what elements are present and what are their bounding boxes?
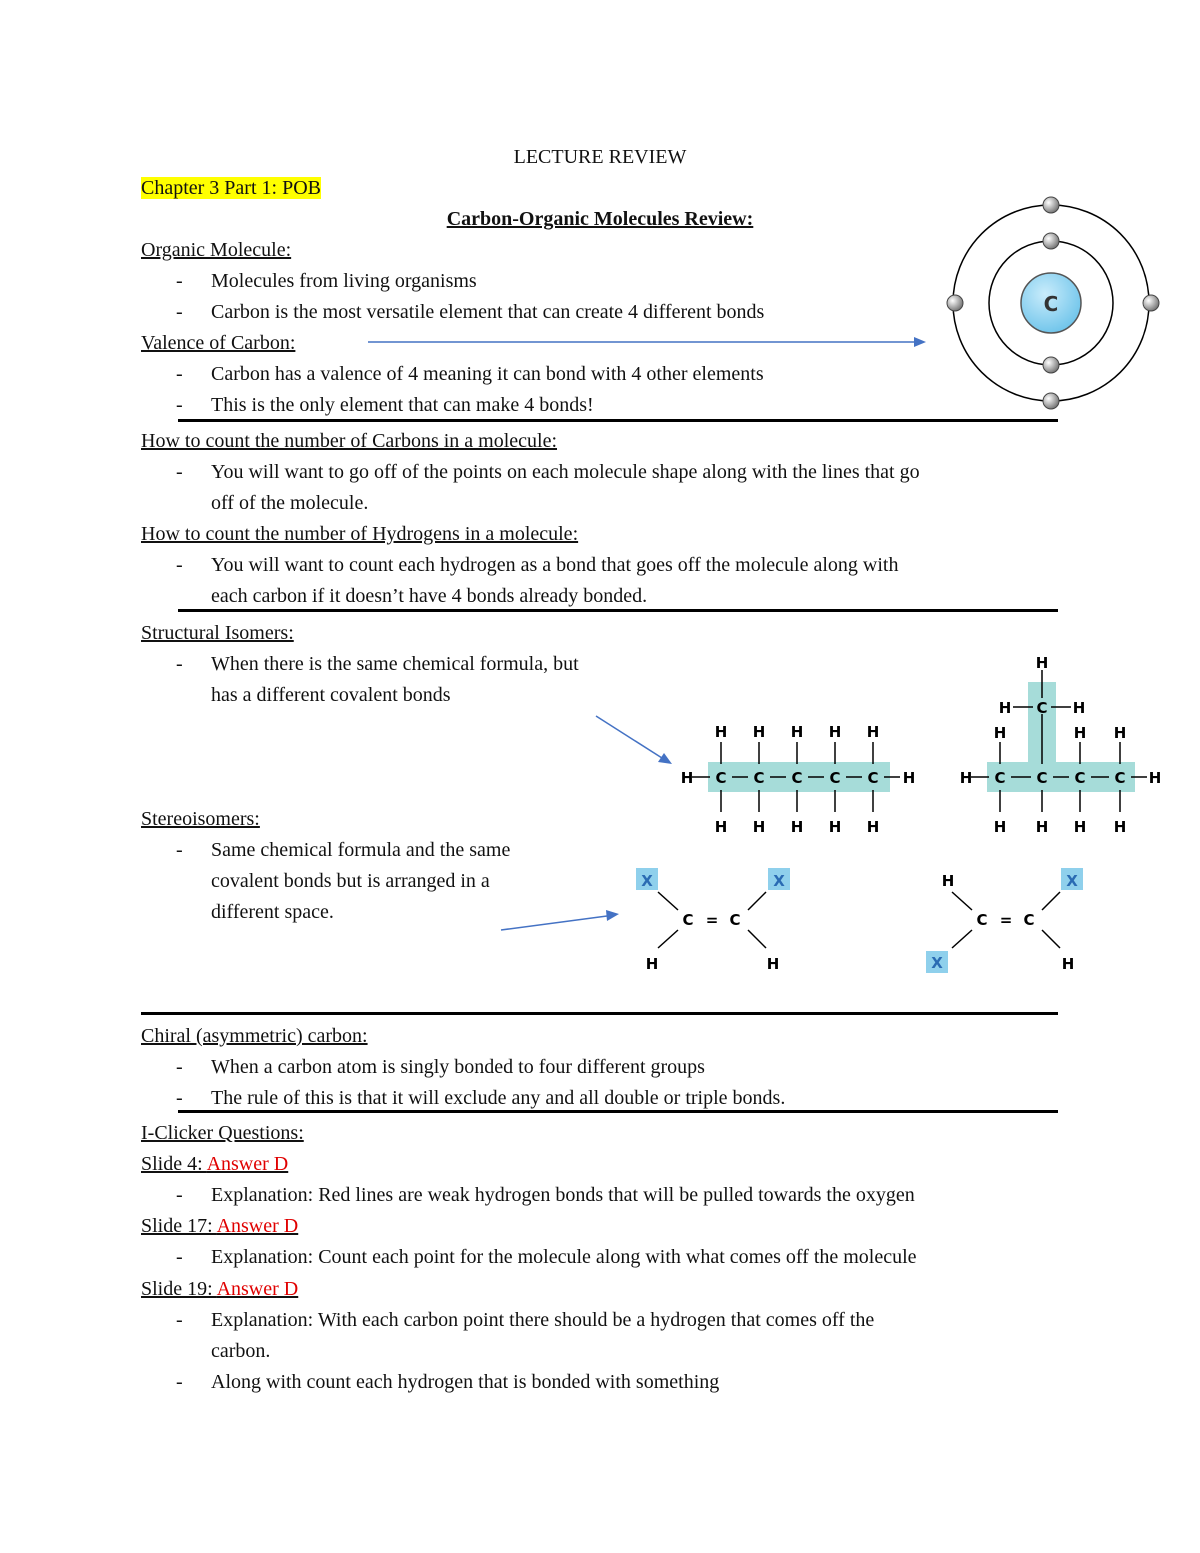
bullet-dash: - [176,301,183,323]
atom-h: H [645,955,659,973]
atom-h: H [1113,724,1127,742]
atom-h: H [752,723,766,741]
slide-answer: Answer D [206,1153,289,1175]
atom-c: C [682,911,694,929]
bullet-dash: - [176,1309,183,1331]
atom-h: H [790,723,804,741]
electron [1143,295,1159,311]
nucleus-label: C [1043,292,1059,316]
atom-h: H [1113,818,1127,836]
atom-c: C [829,769,841,787]
slide-answer: Answer D [216,1278,299,1300]
atom-h: H [1061,955,1075,973]
organic-item-1: Molecules from living organisms [211,270,477,292]
section-divider [141,1012,1058,1015]
atom-x: X [931,954,943,972]
atom-h: H [941,872,955,890]
slide-answer: Answer D [216,1215,299,1237]
slide-19-label [141,1277,298,1301]
stereo-line2: covalent bonds but is arranged in a [211,870,490,892]
page-title: LECTURE REVIEW [513,146,687,168]
electron [947,295,963,311]
review-heading: Carbon-Organic Molecules Review: [446,208,754,230]
section-divider [178,419,1058,422]
stereo-line1: Same chemical formula and the same [211,839,511,861]
bullet-dash: - [176,1087,183,1109]
atom-h: H [866,723,880,741]
slide-label: Slide 17: [141,1215,217,1237]
atom-h: H [959,769,973,787]
atom-h: H [866,818,880,836]
bullet-dash: - [176,653,183,675]
valence-item-2: This is the only element that can make 4 bonds! [211,394,594,416]
atom-h: H [828,723,842,741]
butane-structure [676,718,926,838]
atom-h: H [752,818,766,836]
electron [1043,357,1059,373]
chiral-heading: Chiral (asymmetric) carbon: [141,1025,368,1047]
chapter-highlight: Chapter 3 Part 1: POB [141,177,321,199]
stereo-arrow [495,902,630,938]
count-hydrogens-line1: You will want to count each hydrogen as a bond that goes off the molecule along with [211,554,899,576]
organic-item-2: Carbon is the most versatile element that can create 4 different bonds [211,301,765,323]
section-divider [178,1110,1058,1113]
carbon-atom-diagram [940,190,1170,420]
slide-label: Slide 19: [141,1278,217,1300]
atom-c: C [1036,699,1048,717]
atom-h: H [680,769,694,787]
atom-h: H [714,818,728,836]
atom-h: H [1035,654,1049,672]
chiral-item-1: When a carbon atom is singly bonded to four different groups [211,1056,705,1078]
atom-h: H [1073,818,1087,836]
atom-c: C [791,769,803,787]
bullet-dash: - [176,839,183,861]
electron [1043,197,1059,213]
count-carbons-line2: off of the molecule. [211,492,369,514]
organic-heading: Organic Molecule: [141,239,292,261]
slide-19-explanation-1: Explanation: With each carbon point there should be a hydrogen that comes off the [211,1309,875,1331]
atom-h: H [714,723,728,741]
slide-19-explanation-2: carbon. [211,1340,271,1362]
atom-c: C [729,911,741,929]
bullet-dash: - [176,1246,183,1268]
atom-c: C [867,769,879,787]
valence-heading: Valence of Carbon: [141,332,296,354]
bullet-dash: - [176,363,183,385]
structural-line2: has a different covalent bonds [211,684,451,706]
atom-x: X [1066,872,1078,890]
atom-c: C [1114,769,1126,787]
bullet-dash: - [176,1184,183,1206]
bullet-dash: - [176,1371,183,1393]
count-carbons-line1: You will want to go off of the points on each molecule shape along with the lines that go [211,461,920,483]
chiral-item-2: The rule of this is that it will exclude any and all double or triple bonds. [211,1087,786,1109]
atom-x: X [641,872,653,890]
valence-item-1: Carbon has a valence of 4 meaning it can bond with 4 other elements [211,363,764,385]
double-bond: = [999,911,1013,929]
atom-h: H [766,955,780,973]
slide-4-label [141,1152,288,1176]
structural-heading: Structural Isomers: [141,622,294,644]
count-carbons-heading: How to count the number of Carbons in a molecule: [141,430,558,452]
atom-h: H [993,724,1007,742]
count-hydrogens-line2: each carbon if it doesn’t have 4 bonds already bonded. [211,585,648,607]
atom-h: H [828,818,842,836]
count-hydrogens-heading: How to count the number of Hydrogens in a molecule: [141,523,579,545]
atom-c: C [753,769,765,787]
atom-h: H [998,699,1012,717]
atom-c: C [994,769,1006,787]
bullet-dash: - [176,270,183,292]
electron [1043,233,1059,249]
atom-h: H [993,818,1007,836]
bullet-dash: - [176,554,183,576]
trans-isomer [918,862,1090,980]
atom-h: H [1073,724,1087,742]
atom-c: C [1023,911,1035,929]
bullet-dash: - [176,461,183,483]
double-bond: = [705,911,719,929]
section-divider [178,609,1058,612]
atom-h: H [1072,699,1086,717]
atom-h: H [790,818,804,836]
atom-h: H [1035,818,1049,836]
atom-c: C [715,769,727,787]
slide-17-explanation: Explanation: Count each point for the molecule along with what comes off the molecule [211,1246,917,1268]
slide-19-explanation-3: Along with count each hydrogen that is bonded with something [211,1371,720,1393]
chapter-label [141,176,321,200]
atom-c: C [1036,769,1048,787]
atom-c: C [1074,769,1086,787]
iclicker-heading: I-Clicker Questions: [141,1122,304,1144]
atom-h: H [1148,769,1162,787]
slide-4-explanation: Explanation: Red lines are weak hydrogen bonds that will be pulled towards the oxygen [211,1184,915,1206]
bullet-dash: - [176,1056,183,1078]
structural-arrow [590,710,680,770]
atom-x: X [773,872,785,890]
slide-17-label [141,1214,298,1238]
valence-arrow [360,330,940,355]
bullet-dash: - [176,394,183,416]
atom-h: H [902,769,916,787]
stereo-line3: different space. [211,901,334,923]
stereo-heading: Stereoisomers: [141,808,260,830]
slide-label: Slide 4: [141,1153,207,1175]
structural-line1: When there is the same chemical formula, but [211,653,579,675]
cis-isomer [630,862,800,980]
atom-c: C [976,911,988,929]
electron [1043,393,1059,409]
isobutane-structure [955,652,1170,838]
